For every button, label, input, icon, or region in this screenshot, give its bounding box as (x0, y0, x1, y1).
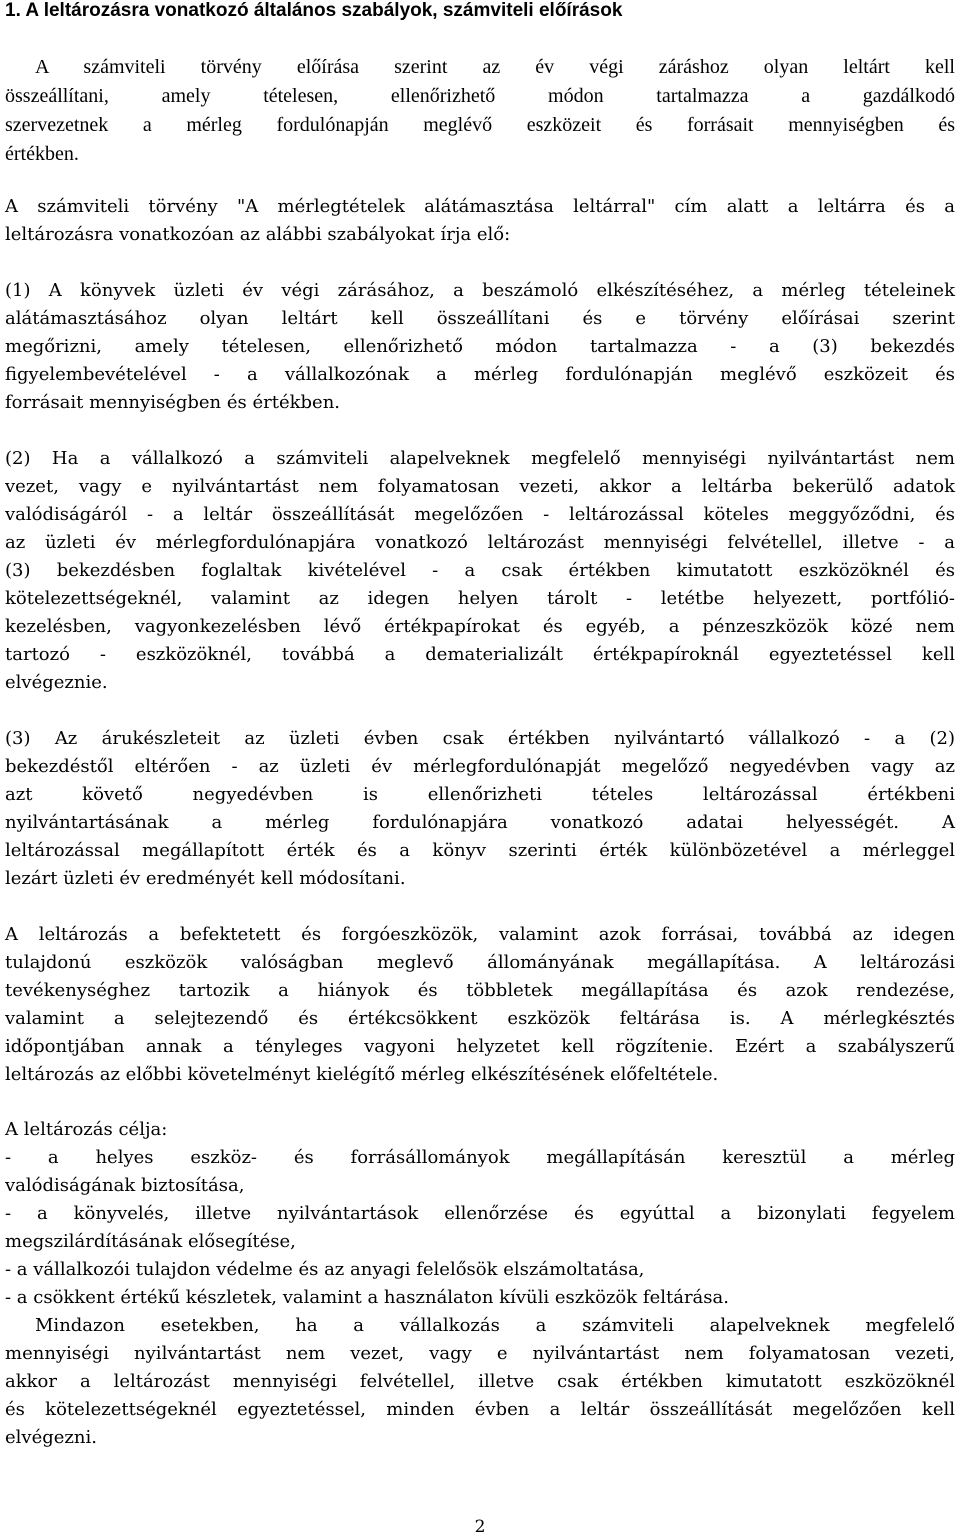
text-line: A leltározás a befektetett és forgóeszközök, valamint azok forrásai, továbbá az idegen (5, 924, 955, 945)
text-line: bekezdéstől eltérően - az üzleti év mérlegfordulónapját megelőző negyedévben vagy az (5, 756, 955, 777)
text-line: (2) Ha a vállalkozó a számviteli alapelveknek megfelelő mennyiségi nyilvántartást nem (5, 448, 955, 469)
text-line: elvégezni. (5, 1427, 97, 1448)
law-section-3-paragraph (5, 725, 955, 893)
section-heading: 1. A leltározásra vonatkozó általános szabályok, számviteli előírások (5, 0, 623, 21)
text-line: - a könyvelés, illetve nyilvántartások ellenőrzése és egyúttal a bizonylati fegyelem (5, 1203, 955, 1224)
goals-list-item (5, 1284, 955, 1312)
definition-paragraph (5, 921, 955, 1089)
text-line: elvégeznie. (5, 672, 108, 693)
text-line: azt követő negyedévben is ellenőrizheti tételes leltározással értékbeni (5, 784, 955, 805)
goals-heading (5, 1116, 955, 1144)
text-line: lezárt üzleti év eredményét kell módosítani. (5, 868, 406, 889)
law-section-2-paragraph (5, 445, 955, 697)
text-line: összeállítani, amely tételesen, ellenőrizhető módon tartalmazza a gazdálkodó (5, 85, 955, 107)
goals-list-item (5, 1256, 955, 1284)
intro-paragraph (5, 53, 955, 169)
text-line: Mindazon esetekben, ha a vállalkozás a számviteli alapelveknek megfelelő (35, 1315, 955, 1336)
text-line: kezelésben, vagyonkezelésben lévő értékpapírokat és egyéb, a pénzeszközök közé nem (5, 616, 955, 637)
text-line: - a vállalkozói tulajdon védelme és az anyagi felelősök elszámoltatása, (5, 1259, 645, 1280)
text-line: megszilárdításának elősegítése, (5, 1231, 296, 1252)
text-line: valódiságának biztosítása, (5, 1175, 245, 1196)
text-line: (1) A könyvek üzleti év végi zárásához, a beszámoló elkészítéséhez, a mérleg tételeinek (5, 280, 955, 301)
text-line: értékben. (5, 143, 79, 165)
text-line: és kötelezettségeknél egyeztetéssel, minden évben a leltár összeállítását megelőzően kell (5, 1399, 955, 1420)
text-line: mennyiségi nyilvántartást nem vezet, vagy e nyilvántartást nem folyamatosan vezeti, (5, 1343, 955, 1364)
text-line: leltározásra vonatkozóan az alábbi szabályokat írja elő: (5, 224, 511, 245)
text-line: A leltározás célja: (5, 1119, 168, 1140)
law-intro-paragraph (5, 193, 955, 249)
text-line: alátámasztásához olyan leltárt kell összeállítani és e törvény előírásai szerint (5, 308, 955, 329)
text-line: tevékenységhez tartozik a hiányok és többletek megállapítása és azok rendezése, (5, 980, 955, 1001)
text-line: az üzleti év mérlegfordulónapjára vonatkozó leltározást mennyiségi felvétellel, illetve - a (5, 532, 955, 553)
document-page (5, 0, 955, 1452)
text-line: (3) Az árukészleteit az üzleti évben csak értékben nyilvántartó vállalkozó - a (2) (5, 728, 955, 749)
text-line: valódiságáról - a leltár összeállítását megelőzően - leltározással köteles meggyőződni, és (5, 504, 955, 525)
text-line: leltározással megállapított érték és a könyv szerinti érték különbözetével a mérleggel (5, 840, 955, 861)
text-line: figyelembevételével - a vállalkozónak a mérleg fordulónapján meglévő eszközeit és (5, 364, 955, 385)
text-line: valamint a selejtezendő és értékcsökkent eszközök feltárása is. A mérlegkésztés (5, 1008, 955, 1029)
text-line: leltározás az előbbi követelményt kielégítő mérleg elkészítésének előfeltétele. (5, 1064, 719, 1085)
page-number: 2 (474, 1517, 486, 1537)
text-line: kötelezettségeknél, valamint az idegen helyen tárolt - letétbe helyezett, portfólió- (5, 588, 955, 609)
law-section-1-paragraph (5, 277, 955, 417)
text-line: forrásait mennyiségben és értékben. (5, 392, 341, 413)
text-line: szervezetnek a mérleg fordulónapján meglévő eszközeit és forrásait mennyiségben és (5, 114, 955, 136)
text-line: (3) bekezdésben foglaltak kivételével - a csak értékben kimutatott eszközöknél és (5, 560, 955, 581)
closing-paragraph (5, 1312, 955, 1452)
text-line: megőrizni, amely tételesen, ellenőrizhető módon tartalmazza - a (3) bekezdés (5, 336, 955, 357)
text-line: A számviteli törvény előírása szerint az év végi záráshoz olyan leltárt kell (35, 56, 955, 78)
text-line: A számviteli törvény "A mérlegtételek alátámasztása leltárral" cím alatt a leltárra és a (5, 196, 955, 217)
text-line: nyilvántartásának a mérleg fordulónapjára vonatkozó adatai helyességét. A (5, 812, 955, 833)
text-line: tulajdonú eszközök valóságban meglevő állományának megállapítása. A leltározási (5, 952, 955, 973)
goals-list-item (5, 1144, 955, 1200)
goals-list (5, 1144, 955, 1312)
text-line: akkor a leltározást mennyiségi felvétellel, illetve csak értékben kimutatott eszközöknél (5, 1371, 955, 1392)
text-line: időpontjában annak a tényleges vagyoni helyzetet kell rögzítenie. Ezért a szabályszerű (5, 1036, 955, 1057)
text-line: - a csökkent értékű készletek, valamint a használaton kívüli eszközök feltárása. (5, 1287, 729, 1308)
text-line: tartozó - eszközöknél, továbbá a dematerializált értékpapíroknál egyeztetéssel kell (5, 644, 955, 665)
text-line: - a helyes eszköz- és forrásállományok megállapításán keresztül a mérleg (5, 1147, 955, 1168)
text-line: vezet, vagy e nyilvántartást nem folyamatosan vezeti, akkor a leltárba bekerülő adatok (5, 476, 955, 497)
goals-list-item (5, 1200, 955, 1256)
